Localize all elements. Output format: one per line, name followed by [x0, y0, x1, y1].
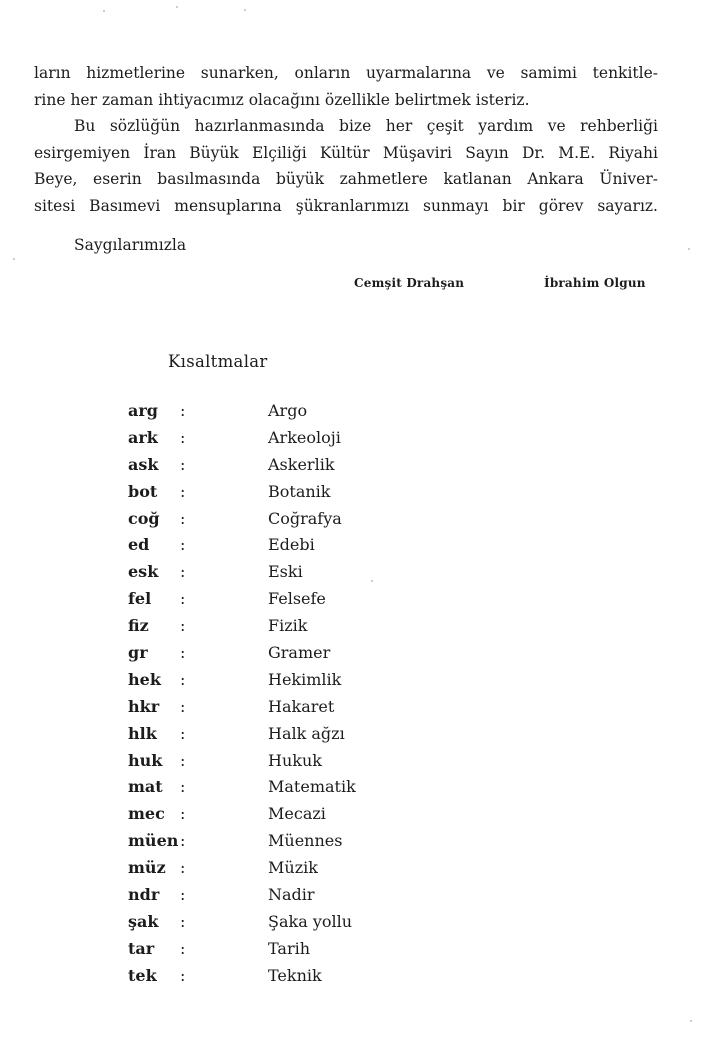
- scan-speck: [13, 258, 15, 260]
- abbreviation-code: şak: [128, 911, 159, 931]
- intro-text: [34, 60, 658, 219]
- abbreviation-meaning: Eski: [268, 562, 303, 582]
- abbreviation-code: fiz: [128, 616, 149, 636]
- abbreviation-meaning: Şaka yollu: [268, 911, 353, 931]
- abbreviation-row: [0, 804, 706, 831]
- abbreviation-row: [0, 939, 706, 966]
- abbreviation-colon: :: [180, 508, 186, 528]
- abbreviation-colon: :: [180, 669, 186, 689]
- abbreviation-meaning: Argo: [268, 401, 308, 420]
- abbreviation-row: [0, 724, 706, 751]
- abbreviation-code: fel: [128, 589, 152, 609]
- abbreviation-colon: :: [180, 911, 186, 931]
- abbreviation-row: [0, 777, 706, 804]
- abbreviation-code: huk: [128, 750, 163, 770]
- intro-line: ların hizmetlerine sunarken, onların uyarmalarına ve samimi tenkitle-: [34, 64, 658, 82]
- abbreviation-meaning: Hukuk: [268, 750, 322, 770]
- abbreviation-meaning: Coğrafya: [268, 508, 342, 528]
- intro-line: Bu sözlüğün hazırlanmasında bize her çeşit yardım ve rehberliği: [74, 117, 658, 135]
- abbreviation-meaning: Müzik: [268, 858, 318, 878]
- intro-line: rine her zaman ihtiyacımız olacağını özellikle belirtmek isteriz.: [34, 90, 530, 109]
- intro-line: esirgemiyen İran Büyük Elçiliği Kültür Müşaviri Sayın Dr. M.E. Riyahi: [34, 143, 658, 162]
- abbreviation-row: [0, 670, 706, 697]
- abbreviation-meaning: Arkeoloji: [268, 427, 341, 447]
- abbreviation-code: hek: [128, 669, 161, 689]
- abbreviation-colon: :: [180, 535, 186, 555]
- abbreviation-row: [0, 455, 706, 482]
- scan-speck: [688, 248, 690, 250]
- abbreviation-code: mat: [128, 777, 163, 797]
- abbreviation-row: [0, 912, 706, 939]
- abbreviation-code: müz: [128, 858, 166, 878]
- abbreviation-colon: :: [180, 427, 186, 447]
- scan-speck: [176, 6, 178, 8]
- abbreviation-row: [0, 401, 706, 428]
- abbreviation-code: gr: [128, 643, 148, 663]
- abbreviation-colon: :: [180, 616, 186, 636]
- abbreviation-row: [0, 428, 706, 455]
- abbreviation-meaning: Teknik: [268, 965, 322, 985]
- signature-author-1: Cemşit Drahşan: [354, 276, 465, 290]
- abbreviation-row: [0, 751, 706, 778]
- abbreviation-colon: :: [180, 643, 186, 663]
- abbreviation-colon: :: [180, 589, 186, 609]
- abbreviation-meaning: Nadir: [268, 885, 315, 905]
- abbreviation-meaning: Edebi: [268, 535, 315, 555]
- greeting: Saygılarımızla: [74, 236, 187, 254]
- abbreviation-code: bot: [128, 481, 158, 501]
- abbreviation-meaning: Mecazi: [268, 804, 326, 824]
- abbreviation-colon: :: [180, 696, 186, 716]
- scan-speck: [103, 10, 105, 12]
- abbreviation-meaning: Hekimlik: [268, 669, 342, 689]
- abbreviation-colon: :: [180, 562, 186, 582]
- abbreviation-row: [0, 562, 706, 589]
- scan-speck: [244, 9, 246, 11]
- abbreviation-code: hkr: [128, 696, 160, 716]
- abbreviation-row: [0, 966, 706, 993]
- abbreviation-row: [0, 858, 706, 885]
- abbreviation-meaning: Hakaret: [268, 696, 335, 716]
- abbreviation-colon: :: [180, 723, 186, 743]
- abbreviation-meaning: Matematik: [268, 777, 356, 797]
- abbreviation-colon: :: [180, 885, 186, 905]
- abbreviation-meaning: Müennes: [268, 831, 343, 851]
- abbreviation-row: [0, 509, 706, 536]
- abbreviation-code: mec: [128, 804, 165, 824]
- abbreviation-code: arg: [128, 401, 158, 420]
- abbreviation-code: esk: [128, 562, 159, 582]
- abbreviation-row: [0, 697, 706, 724]
- signature-author-2: İbrahim Olgun: [544, 276, 646, 290]
- abbreviation-colon: :: [180, 804, 186, 824]
- abbreviation-row: [0, 589, 706, 616]
- scan-speck: [690, 1020, 692, 1022]
- abbreviations-heading: Kısaltmalar: [168, 352, 268, 371]
- abbreviation-colon: :: [180, 831, 186, 851]
- abbreviation-colon: :: [180, 481, 186, 501]
- abbreviation-row: [0, 535, 706, 562]
- abbreviation-code: coğ: [128, 508, 160, 528]
- abbreviation-row: [0, 885, 706, 912]
- abbreviation-meaning: Fizik: [268, 616, 308, 636]
- abbreviation-code: ark: [128, 427, 158, 447]
- abbreviations-list: [0, 401, 706, 993]
- abbreviation-code: ed: [128, 535, 150, 555]
- abbreviation-meaning: Felsefe: [268, 589, 326, 609]
- abbreviation-colon: :: [180, 750, 186, 770]
- abbreviation-colon: :: [180, 858, 186, 878]
- abbreviation-code: müen: [128, 831, 179, 851]
- abbreviation-meaning: Botanik: [268, 481, 331, 501]
- abbreviation-colon: :: [180, 938, 186, 958]
- intro-line: Beye, eserin basılmasında büyük zahmetlere katlanan Ankara Üniver-: [34, 170, 658, 188]
- abbreviation-meaning: Tarih: [268, 938, 311, 958]
- abbreviation-colon: :: [180, 777, 186, 797]
- abbreviation-code: tek: [128, 965, 157, 985]
- abbreviation-colon: :: [180, 965, 186, 985]
- intro-line: sitesi Basımevi mensuplarına şükranlarımızı sunmayı bir görev sayarız.: [34, 196, 658, 215]
- abbreviation-meaning: Askerlik: [268, 454, 335, 474]
- abbreviation-code: ask: [128, 454, 159, 474]
- abbreviation-meaning: Halk ağzı: [268, 723, 345, 743]
- abbreviation-row: [0, 643, 706, 670]
- abbreviation-meaning: Gramer: [268, 643, 331, 663]
- abbreviation-colon: :: [180, 401, 186, 420]
- abbreviation-row: [0, 482, 706, 509]
- abbreviation-code: ndr: [128, 885, 160, 905]
- abbreviation-code: tar: [128, 938, 155, 958]
- abbreviation-code: hlk: [128, 723, 157, 743]
- abbreviation-colon: :: [180, 454, 186, 474]
- abbreviation-row: [0, 616, 706, 643]
- abbreviation-row: [0, 831, 706, 858]
